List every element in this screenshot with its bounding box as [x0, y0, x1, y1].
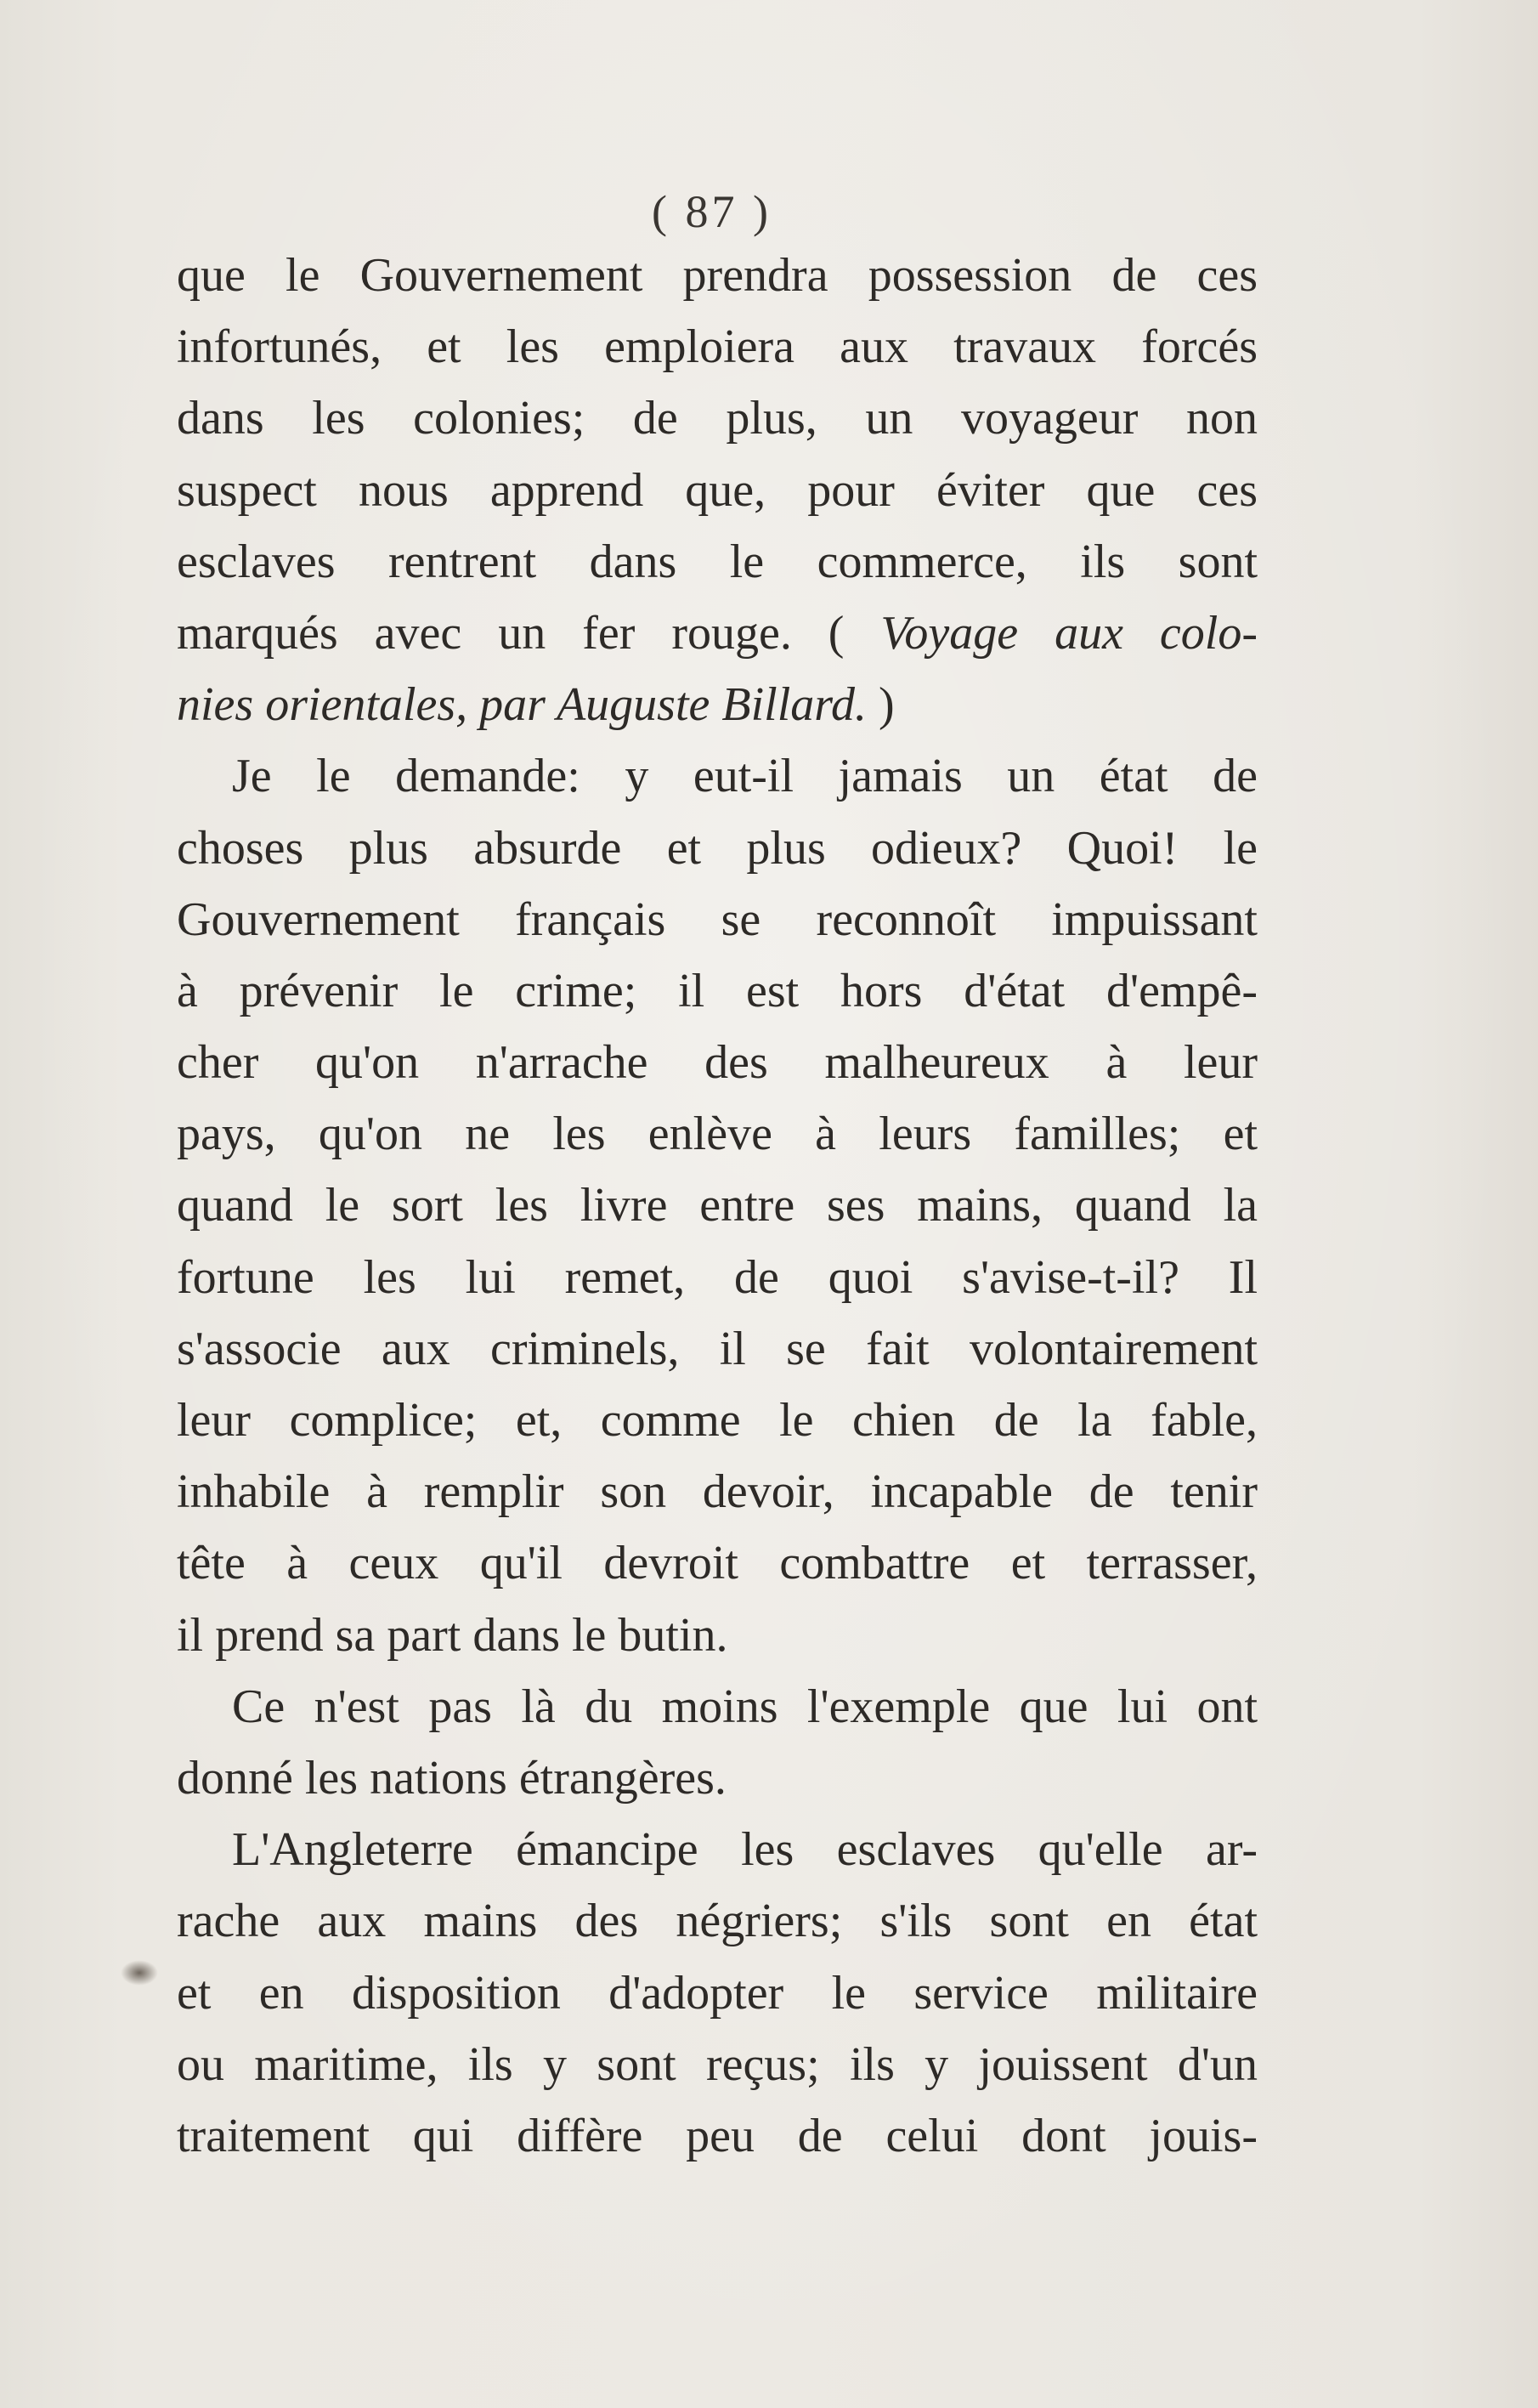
italic-citation: Voyage aux colo- — [880, 606, 1258, 660]
text-line: s'associe aux criminels, il se fait volontairement — [177, 1322, 1258, 1375]
text-run: marqués avec un fer rouge. ( — [177, 606, 881, 660]
text-line — [177, 598, 1258, 669]
paragraph-start-line: Je le demande: y eut-il jamais un état de — [232, 750, 1258, 803]
text-line: suspect nous apprend que, pour éviter que ces — [177, 463, 1258, 517]
text-line: leur complice; et, comme le chien de la fable, — [177, 1394, 1258, 1447]
ink-blot — [121, 1960, 158, 1986]
text-line: Gouvernement français se reconnoît impuissant — [177, 892, 1258, 946]
text-line: quand le sort les livre entre ses mains, quand la — [177, 1179, 1258, 1232]
page-number: ( 87 ) — [652, 186, 772, 237]
text-line: et en disposition d'adopter le service militaire — [177, 1966, 1258, 2020]
text-run: ) — [878, 678, 895, 732]
paragraph-start-line: L'Angleterre émancipe les esclaves qu'elle ar- — [232, 1823, 1258, 1877]
text-line: fortune les lui remet, de quoi s'avise-t-il? Il — [177, 1250, 1258, 1304]
text-line: inhabile à remplir son devoir, incapable de tenir — [177, 1465, 1258, 1519]
text-line: pays, qu'on ne les enlève à leurs familles; et — [177, 1108, 1258, 1161]
text-line: esclaves rentrent dans le commerce, ils sont — [177, 535, 1258, 588]
text-line: il prend sa part dans le butin. — [177, 1608, 728, 1662]
text-line: que le Gouvernement prendra possession de ces — [177, 249, 1258, 302]
italic-citation: nies orientales, par Auguste Billard. — [177, 678, 867, 732]
text-line: cher qu'on n'arrache des malheureux à leur — [177, 1036, 1258, 1090]
text-line: traitement qui diffère peu de celui dont jouis- — [177, 2109, 1258, 2162]
paragraph-start-line: Ce n'est pas là du moins l'exemple que lui ont — [232, 1680, 1258, 1733]
text-line: choses plus absurde et plus odieux? Quoi! le — [177, 821, 1258, 875]
text-line: dans les colonies; de plus, un voyageur non — [177, 392, 1258, 445]
text-line — [177, 669, 1258, 740]
text-line: infortunés, et les emploiera aux travaux forcés — [177, 320, 1258, 374]
page-body-text — [177, 240, 1258, 2172]
text-line: à prévenir le crime; il est hors d'état d'empê- — [177, 964, 1258, 1017]
text-line: ou maritime, ils y sont reçus; ils y jouissent d'un — [177, 2037, 1258, 2091]
text-line: donné les nations étrangères. — [177, 1751, 727, 1805]
text-line: rache aux mains des négriers; s'ils sont en état — [177, 1895, 1258, 1948]
text-line: tête à ceux qu'il devroit combattre et terrasser, — [177, 1537, 1258, 1590]
